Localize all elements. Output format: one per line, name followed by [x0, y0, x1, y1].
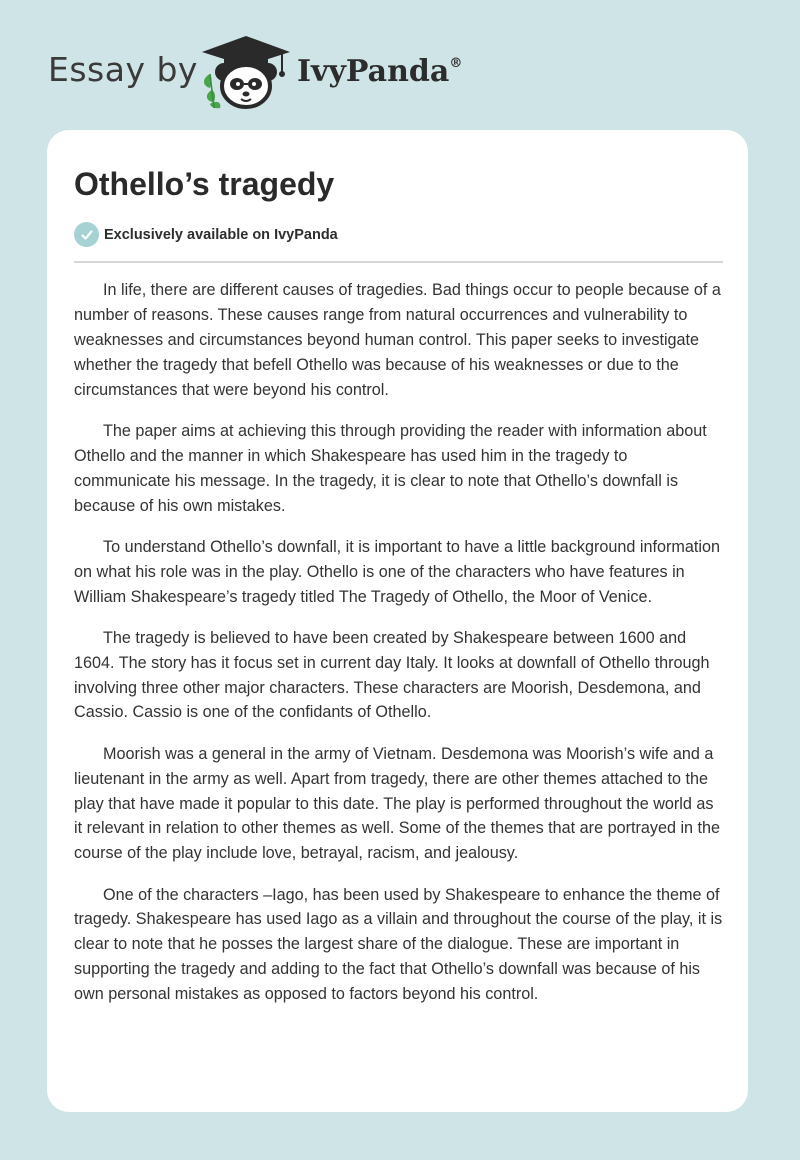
essay-paragraph: In life, there are different causes of tragedies. Bad things occur to people because of a number of reasons. These causes range from natural occurrences and vulnerability to weaknesses and circumstances beyond human control. This paper seeks to investigate whether the tragedy that befell Othello was because of his weaknesses or due to the circumstances that were beyond his control. [74, 281, 721, 399]
essay-card [47, 130, 748, 1112]
registered-mark: ® [449, 56, 463, 71]
brand-name[interactable] [297, 54, 462, 89]
essay-paragraph: One of the characters –Iago, has been used by Shakespeare to enhance the theme of tragedy. Shakespeare has used Iago as a villain and throughout the course of the play, it is clear to note that he posses the largest share of the dialogue. These are important in supporting the tragedy and adding to the fact that Othello’s downfall was because of his own personal mistakes as opposed to factors beyond his control. [74, 885, 723, 1004]
ivypanda-logo[interactable] [198, 34, 294, 115]
essay-paragraph: Moorish was a general in the army of Vietnam. Desdemona was Moorish’s wife and a lieutenant in the army as well. Apart from tragedy, there are other themes attached to the play that have made it popular to this date. The play is performed throughout the world as it relevant in relation to other themes as well. Some of the themes that are portrayed in the course of the play include love, betrayal, racism, and jealousy. [74, 744, 721, 863]
essay-paragraph: The paper aims at achieving this through providing the reader with information about Othello and the manner in which Shakespeare has used him in the tragedy to communicate his message. In the tragedy, it is clear to note that Othello’s downfall is because of his own mistakes. [74, 421, 707, 515]
essay-by-label: Essay by [48, 50, 198, 89]
panda-graduate-icon [198, 34, 294, 110]
checkmark-icon [74, 222, 99, 247]
title-divider [74, 261, 723, 263]
exclusive-badge-label: Exclusively available on IvyPanda [104, 226, 338, 243]
essay-paragraph: To understand Othello’s downfall, it is important to have a little background information on what his role was in the play. Othello is one of the characters who have features in William Shakespeare’s tragedy titled The Tragedy of Othello, the Moor of Venice. [74, 537, 720, 606]
essay-paragraph: The tragedy is believed to have been created by Shakespeare between 1600 and 1604. The story has it focus set in current day Italy. It looks at downfall of Othello through involving three other major characters. These characters are Moorish, Desdemona, and Cassio. Cassio is one of the confidants of Othello. [74, 628, 710, 722]
site-header [0, 0, 800, 120]
exclusive-badge [74, 222, 338, 247]
brand-text: IvyPanda [297, 54, 450, 89]
essay-body [74, 278, 726, 1023]
essay-title: Othello’s tragedy [74, 166, 335, 202]
